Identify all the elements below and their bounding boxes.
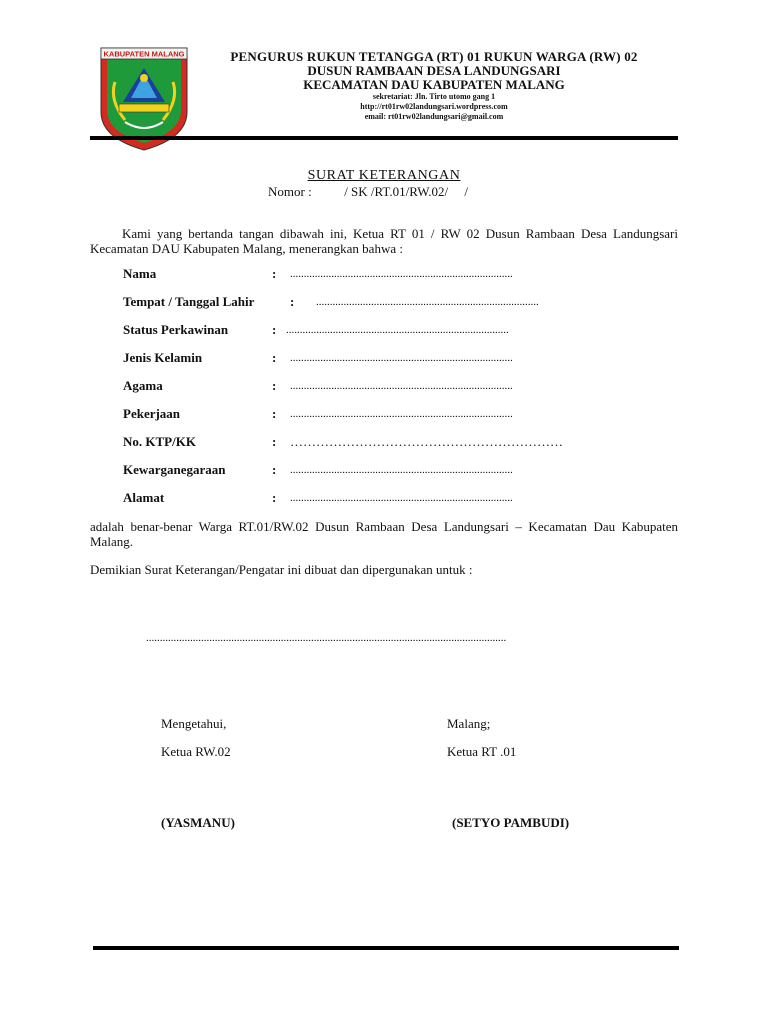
logo-banner-text: KABUPATEN MALANG [103, 49, 185, 59]
letterhead-line2: DUSUN RAMBAAN DESA LANDUNGSARI [307, 63, 561, 78]
statement-paragraph: adalah benar-benar Warga RT.01/RW.02 Dusun Rambaan Desa Landungsari – Kecamatan Dau Kabupaten Malang. [90, 519, 678, 549]
letterhead-line1: PENGURUS RUKUN TETANGGA (RT) 01 RUKUN WARGA (RW) 02 [230, 49, 638, 64]
field-colon: : [272, 462, 277, 477]
signature-left-name: (YASMANU) [161, 815, 235, 830]
letterhead-email: email: rt01rw02landungsari@gmail.com [364, 112, 504, 121]
field-colon: : [272, 406, 277, 421]
field-label: Pekerjaan [123, 406, 181, 421]
field-blank: ................................................................................. [290, 380, 513, 392]
footer-divider [93, 946, 679, 950]
field-blank: ................................................................................. [290, 268, 513, 280]
letterhead-website: http://rt01rw02landungsari.wordpress.com [360, 102, 508, 111]
field-blank: ……………………………………………………… [290, 434, 563, 449]
field-label: Tempat / Tanggal Lahir [123, 294, 255, 309]
field-label: Jenis Kelamin [123, 350, 203, 365]
purpose-paragraph: Demikian Surat Keterangan/Pengatar ini dibuat dan dipergunakan untuk : [90, 562, 473, 577]
letterhead [196, 50, 672, 122]
field-label: Agama [123, 378, 163, 393]
field-blank: ................................................................................. [290, 352, 513, 364]
signature-right-caption: Malang; [447, 716, 491, 731]
intro-paragraph: Kami yang bertanda tangan dibawah ini, Ketua RT 01 / RW 02 Dusun Rambaan Desa Landungsari Kecamatan DAU Kabupaten Malang, menerangkan bahwa : [90, 226, 678, 256]
field-blank: ................................................................................. [290, 464, 513, 476]
field-colon: : [272, 322, 277, 337]
letterhead-secretariat: sekretariat: Jln. Tirto utomo gang 1 [372, 92, 496, 101]
letter-title: SURAT KETERANGAN [307, 168, 461, 183]
header-divider [90, 136, 678, 140]
field-blank: ................................................................................. [286, 324, 509, 336]
signature-right-name: (SETYO PAMBUDI) [452, 815, 570, 830]
signature-right-role: Ketua RT .01 [447, 744, 517, 759]
field-label: Nama [123, 266, 157, 281]
field-colon: : [272, 266, 277, 281]
field-colon: : [272, 378, 277, 393]
field-colon: : [272, 434, 277, 449]
field-colon: : [272, 490, 277, 505]
field-blank: ................................................................................. [316, 296, 539, 308]
field-label: Alamat [123, 490, 165, 505]
signature-left-caption: Mengetahui, [161, 716, 227, 731]
letter-number: Nomor : / SK /RT.01/RW.02/ / [268, 184, 469, 199]
signature-left-role: Ketua RW.02 [161, 744, 231, 759]
field-blank: ................................................................................. [290, 492, 513, 504]
field-colon: : [290, 294, 295, 309]
letterhead-line3: KECAMATAN DAU KABUPATEN MALANG [303, 77, 565, 92]
field-colon: : [272, 350, 277, 365]
field-label: No. KTP/KK [123, 434, 196, 449]
field-label: Status Perkawinan [123, 322, 229, 337]
purpose-blank-line: ................................................................................................................................... [146, 632, 507, 644]
field-blank: ................................................................................. [290, 408, 513, 420]
field-label: Kewarganegaraan [123, 462, 226, 477]
